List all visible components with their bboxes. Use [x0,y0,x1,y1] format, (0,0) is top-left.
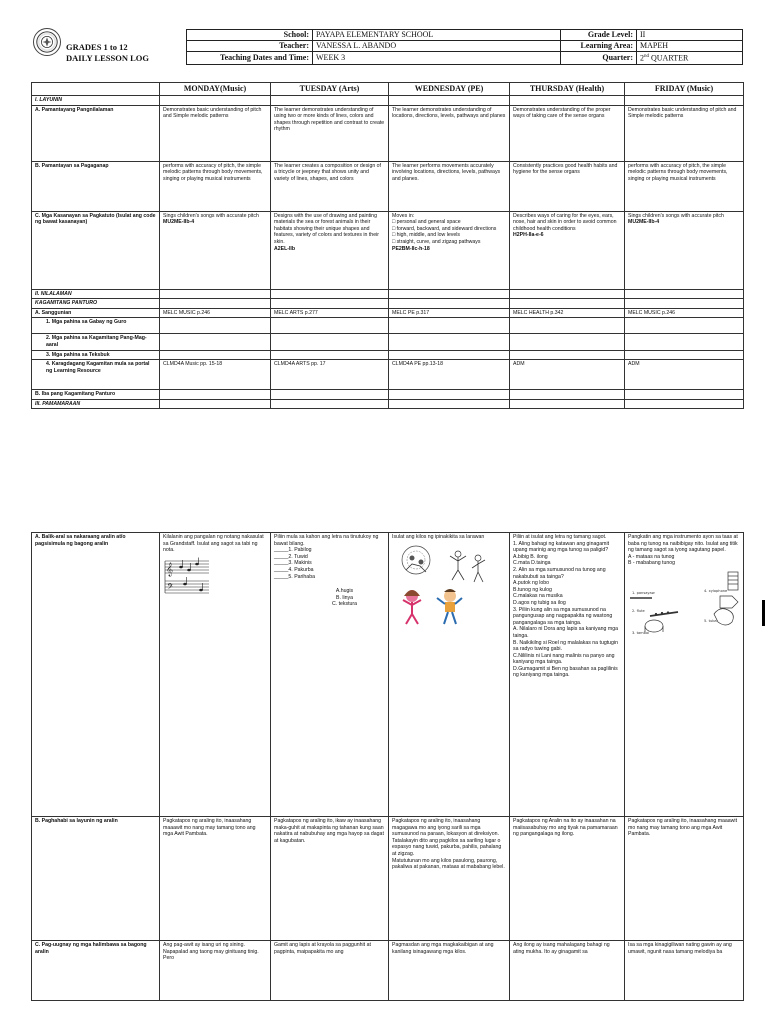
table-cell: Piliin at isulat ang letra ng tamang sagot. 1. Aling bahagi ng katawan ang ginagamit upang marinig ang mga tunog sa paligid? A.bibig B. ilong C.mata D.tainga 2. Alin sa mga sumusunod na tunog ang nakabubuti sa tainga? A.putok ng lobo B.tunog ng kulog C.malakas na musika D.agos ng tubig sa ilog 3. Piliin kung alin sa mga sumusunod na pangungusap ang nagpapakita ng wastong pangangalaga sa mga tainga. A. Nilalaro ni Dora ang lapis sa kaniyang mga tainga. B. Naikikilng si Roel ng malalakas na tugtugin sa radyo tuwing gabi. C.Nililinis ni Lani nang malinis na panyo ang kaniyang mga tainga. D.Gumagamit si Ben ng basahan sa paglilinis ng kaniyang mga tainga. [510,533,625,817]
table-cell: The learner demonstrates understanding of locations, directions, levels, pathways and planes [389,105,510,161]
row-label-pamantayang-pangnilalaman: A. Pamantayang Pangnilalaman [32,105,160,161]
table-cell: MELC PE p.317 [389,308,510,318]
instrument-label: 5. tuba [704,618,717,623]
row-label-karagdagang-kagamitan: 4. Karagdagang Kagamitan mula sa portal ng Learning Resource [32,360,160,390]
section-kagamitang-panturo: KAGAMITANG PANTURO [32,299,160,309]
grade-title: GRADES 1 to 12 [66,42,128,52]
school-value: PAYAPA ELEMENTARY SCHOOL [313,30,561,41]
section-pamamaraan: III. PAMAMARAAN [32,399,160,409]
table-cell: Pagkatapos ng Aralin na ito ay inaasahan na maiisasabuhay mo ang tiyak na pamamaraan ng pangangalaga ng ilong. [510,817,625,941]
row-label-pag-uugnay: C. Pag-uugnay ng mga halimbawa sa bagong aralin [32,941,160,1001]
day-header-monday: MONDAY(Music) [160,83,271,96]
table-cell: CLMD4A PE pp.13-18 [389,360,510,390]
table-cell: Consistently practices good health habits and hygiene for the sense organs [510,161,625,211]
svg-text:𝄢: 𝄢 [167,582,174,594]
table-cell: Pagkatapos ng araling ito, inaasahang magagawa mo ang iyong sarili sa mga sumusunod na paraan, lokasyon at direksiyon. Tatalakayin dito ang pagkilos sa sariling lugar o espasyo nang tuwid, pakurba, pahilis, pahalang at zigzag. Matututunan mo ang kilos pasulong, paurong, pakaliwa at pakanan, mataas at mababang lebel. [389,817,510,941]
instrument-label: 4. xylophone [704,588,728,593]
table-cell: The learner performs movements accurately involving locations, directions, levels, pathways and planes. [389,161,510,211]
table-cell: Gamit ang lapis at krayola sa paggunhit at pagpinta, maipapakita mo ang [271,941,389,1001]
header-info-table [186,29,743,65]
instrument-label: 2. flute [632,608,645,613]
table-cell: Describes ways of caring for the eyes, ears, nose, hair and skin in order to avoid common childhood health conditions H2PH-IIa-e-6 [510,211,625,289]
learning-area-label: Learning Area: [561,41,637,52]
table-cell: CLMD4A Music pp. 15-18 [160,360,271,390]
grade-level-value: II [637,30,743,41]
row-label-sanggunian: A. Sanggunian [32,308,160,318]
svg-text:𝄞: 𝄞 [166,561,174,576]
day-header-friday: FRIDAY (Music) [625,83,744,96]
table-cell: Sings children's songs with accurate pitch MU2ME-IIb-4 [625,211,744,289]
table-cell: performs with accuracy of pitch, the simple melodic patterns through body movements, singing or playing musical instruments [625,161,744,211]
table-cell: Pagkatapos ng araling ito, inaasahang maaawit mo nang may tamang tono ang mga Awit Pambata. [160,817,271,941]
row-label-kasanayan: C. Mga Kasanayan sa Pagkatuto (Isulat ang code ng bawat kasanayan) [32,211,160,289]
competency-code: A2EL-IIb [274,245,296,252]
day-header-tuesday: TUESDAY (Arts) [271,83,389,96]
table-cell: CLMD4A ARTS pp. 17 [271,360,389,390]
instrument-label: 3. tambol [632,630,650,635]
deped-seal-icon [33,28,61,56]
day-header-thursday: THURSDAY (Health) [510,83,625,96]
dates-value: WEEK 3 [313,52,561,65]
row-label-iba-pang-kagamitan: B. Iba pang Kagamitang Panturo [32,390,160,400]
lesson-log-table-continued [31,532,744,1001]
teacher-value: VANESSA L. ABANDO [313,41,561,52]
table-cell: The learner creates a composition or design of a tricycle or jeepney that shows unity and variety of lines, shapes, and colors [271,161,389,211]
learning-area-value: MAPEH [637,41,743,52]
grade-level-label: Grade Level: [561,30,637,41]
row-label-teksbuk: 3. Mga pahina sa Teksbuk [32,350,160,360]
day-header-wednesday: WEDNESDAY (PE) [389,83,510,96]
section-layunin: I. LAYUNIN [32,96,160,106]
table-cell: Sings children's songs with accurate pitch MU2ME-IIb-4 [160,211,271,289]
quarter-label: Quarter: [561,52,637,65]
page-two [0,528,768,1024]
row-label-gabay: 1. Mga pahina sa Gabay ng Guro [32,318,160,334]
table-cell: Pangkatin ang mga instrumento ayon sa taas at baba ng tunog na naibibigay nito. Isulat ang titik ng tamang sagot sa iyong sagutang papel. A - mataas na tunog B - mababang tunog 1. pansayaw 2. flute 3. tambol 4. xylophone 5. tuba [625,533,744,817]
table-cell: Isulat ang kilos ng ipinakikita sa larawan [389,533,510,817]
table-cell: Ang ilong ay isang mahalagang bahagi ng ating mukha. Ito ay ginagamit sa [510,941,625,1001]
answer-choices: A.hugis B. linya C. tekstura [331,588,358,608]
table-cell: The learner demonstrates understanding of using two or more kinds of lines, colors and shapes through repetition and contrast to create rhythm [271,105,389,161]
page-one [0,0,768,470]
table-cell: Demonstrates basic understanding of pitch and Simple melodic patterns [625,105,744,161]
competency-code: PE2BM-IIc-h-18 [392,245,430,252]
table-cell: Pagkatapos ng araling ito, ikaw ay inaasahang maka-guhit at makapinta ng tahanan kung saan nakatira at nabubuhay ang mga hayop sa dagat at kagubatan. [271,817,389,941]
table-cell: Piliin mula sa kahon ang letra na tinutukoy ng bawat bilang. _____1. Pabilog _____2. Tuwid _____3. Makinis _____4. Pakurba _____5. Parihaba A.hugis B. linya C. tekstura [271,533,389,817]
table-cell: Designs with the use of drawing and painting materials the sea or forest animals in their habitats showing their unique shapes and features, variety of colors and textures in their skin. A2EL-IIb [271,211,389,289]
row-label-kagamitang-pahina: 2. Mga pahina sa Kagamitang Pang-Mag-aaral [32,334,160,350]
quarter-value: 2nd QUARTER [637,52,743,65]
table-cell: Pagkatapos ng araling ito, inaasahang maaawit mo nang may tamang tono ang mga Awit Pambata. [625,817,744,941]
table-cell: Kilalanin ang pangalan ng notang nakasulat sa Grandstaff. Isulat ang sagot sa tabi ng nota. 𝄞 𝄢 [160,533,271,817]
competency-code: MU2ME-IIb-4 [163,219,195,226]
grandstaff-notes-image [163,557,211,597]
instrument-label: 1. pansayaw [632,590,655,595]
lesson-log-table [31,82,744,409]
table-cell: ADM [625,360,744,390]
row-label-balik-aral: A. Balik-aral sa nakaraang aralin at/o pagsisimula ng bagong aralin [32,533,160,817]
table-cell: MELC MUSIC p.246 [160,308,271,318]
competency-code: MU2ME-IIb-4 [628,219,660,226]
table-cell: Moves in: □ personal and general space □ forward, backward, and sideward directions □ high, middle, and low levels □ straight, curve, and zigzag pathways PE2BM-IIc-h-18 [389,211,510,289]
table-cell: Isa sa mga kinagigiliwan nating gawin ay ang umawit, ngunit nasa tamang melodiya ba [625,941,744,1001]
children-movement-illustration [392,544,500,626]
table-cell: Pagmasdan ang mga magkakaibigan at ang kanilang isinagawang mga kilos. [389,941,510,1001]
section-nilalaman: II. NILALAMAN [32,289,160,299]
table-cell: MELC HEALTH p.342 [510,308,625,318]
row-label-paghahabi: B. Paghahabi sa layunin ng aralin [32,817,160,941]
table-cell: performs with accuracy of pitch, the simple melodic patterns through body movements, singing or playing musical instruments [160,161,271,211]
page-edge-marker [762,600,765,626]
dates-label: Teaching Dates and Time: [187,52,313,65]
table-cell: Demonstrates basic understanding of pitch and Simple melodic patterns [160,105,271,161]
table-cell: ADM [510,360,625,390]
table-cell: MELC ARTS p.277 [271,308,389,318]
row-label-pamantayan-sa-pagaganap: B. Pamantayan sa Pagaganap [32,161,160,211]
teacher-label: Teacher: [187,41,313,52]
table-cell: Demonstrates understanding of the proper ways of taking care of the sense organs [510,105,625,161]
table-cell: Ang pag-awit ay isang uri ng sining. Napapalad ang taong may ginituang tinig. Pero [160,941,271,1001]
competency-code: H2PH-IIa-e-6 [513,232,544,239]
school-label: School: [187,30,313,41]
document-title: DAILY LESSON LOG [66,53,149,63]
musical-instruments-image [628,570,744,636]
table-cell: MELC MUSIC p.246 [625,308,744,318]
